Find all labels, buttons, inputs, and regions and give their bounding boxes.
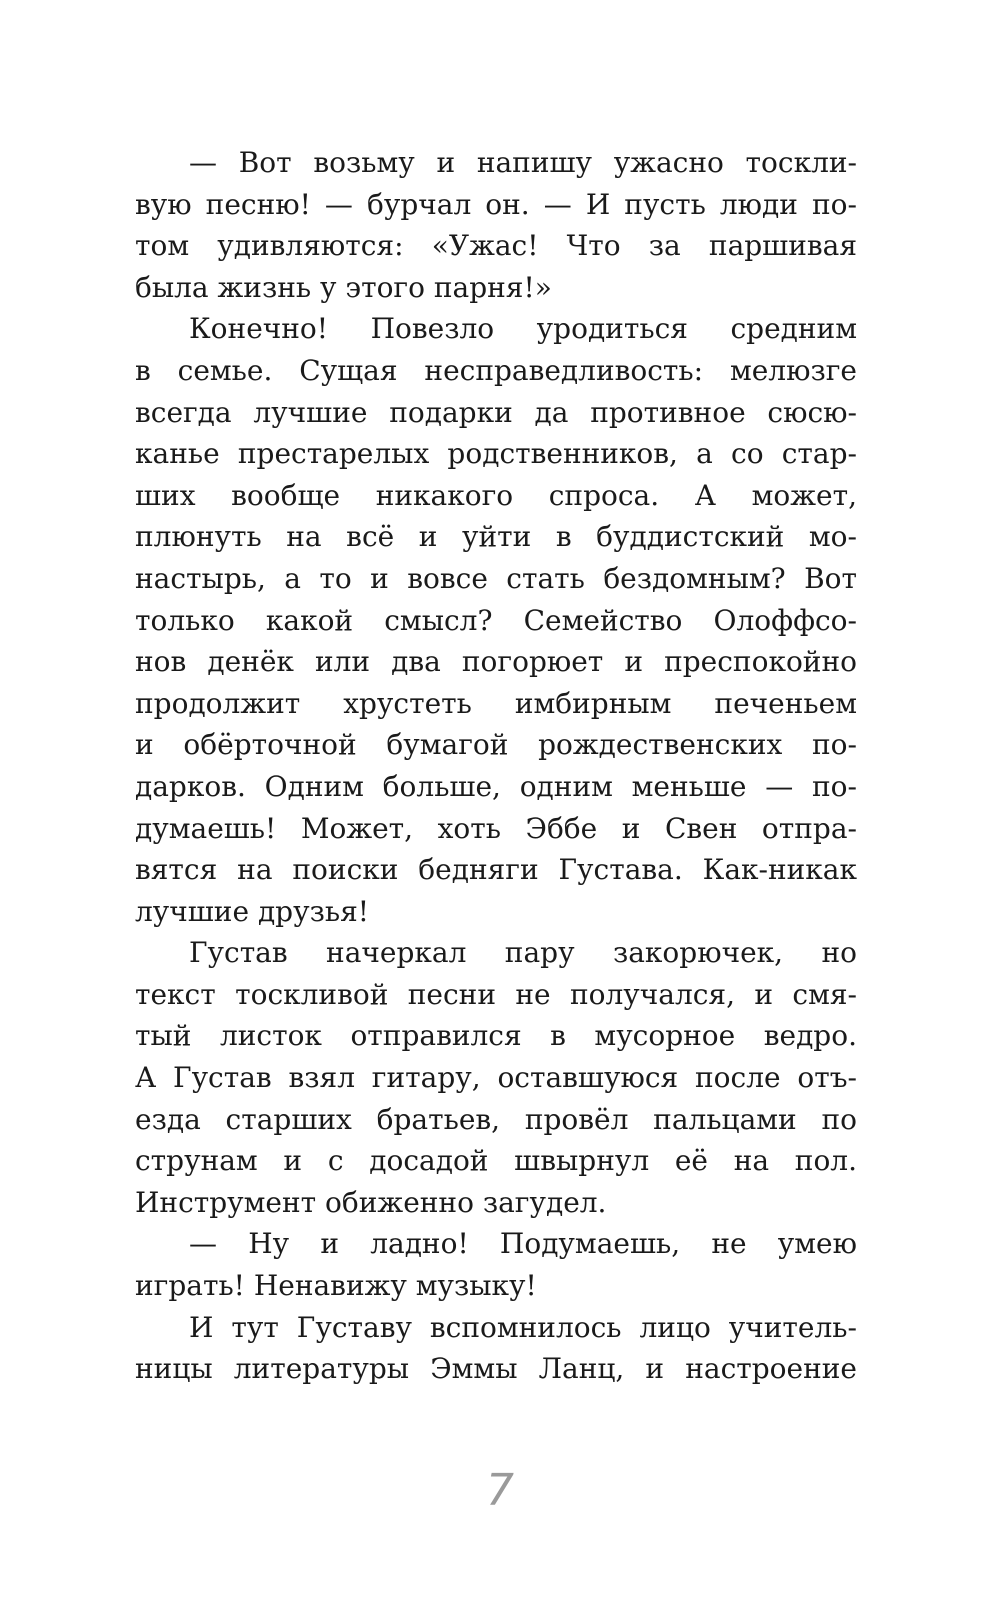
text-line: Густав начеркал пару закорючек, но	[189, 936, 857, 970]
text-line: в семье. Сущая несправедливость: мелюзге	[135, 353, 857, 387]
text-line: ших вообще никакого спроса. А может,	[135, 478, 857, 512]
text-line: том удивляются: «Ужас! Что за паршивая	[135, 229, 857, 263]
text-line: тый листок отправился в мусорное ведро.	[135, 1019, 857, 1053]
text-line: Инструмент обиженно загудел.	[135, 1185, 607, 1219]
text-line: только какой смысл? Семейство Олоффсо-	[135, 603, 857, 637]
text-line: И тут Густаву вспомнилось лицо учитель-	[189, 1310, 857, 1344]
text-line: думаешь! Может, хоть Эббе и Свен отпра-	[135, 811, 857, 845]
text-line: ницы литературы Эммы Ланц, и настроение	[135, 1352, 857, 1386]
text-line: А Густав взял гитару, оставшуюся после отъ-	[135, 1061, 857, 1095]
text-line: играть! Ненавижу музыку!	[135, 1269, 537, 1303]
text-line: — Ну и ладно! Подумаешь, не умею	[189, 1227, 857, 1261]
text-line: лучшие друзья!	[135, 894, 370, 928]
text-line: была жизнь у этого парня!»	[135, 270, 552, 304]
text-line: настырь, а то и вовсе стать бездомным? Вот	[135, 561, 857, 595]
text-line: Конечно! Повезло уродиться средним	[189, 312, 857, 346]
text-line: плюнуть на всё и уйти в буддистский мо-	[135, 520, 857, 554]
text-line: дарков. Одним больше, одним меньше — по-	[135, 769, 857, 803]
text-line: всегда лучшие подарки да противное сюсю-	[135, 395, 857, 429]
text-line: вую песню! — бурчал он. — И пусть люди по-	[135, 187, 857, 221]
text-line: — Вот возьму и напишу ужасно тоскли-	[189, 146, 857, 179]
text-line: и обёрточной бумагой рождественских по-	[135, 728, 857, 762]
text-line: продолжит хрустеть имбирным печеньем	[135, 686, 857, 720]
page-number: 7	[486, 1465, 514, 1516]
body-text	[135, 142, 857, 1390]
text-line: текст тоскливой песни не получался, и смя-	[135, 977, 857, 1011]
text-line: струнам и с досадой швырнул её на пол.	[135, 1144, 857, 1178]
text-line: нов денёк или два погорюет и преспокойно	[135, 645, 857, 679]
text-line: канье престарелых родственников, а со стар-	[135, 437, 857, 471]
text-line: езда старших братьев, провёл пальцами по	[135, 1102, 857, 1136]
text-line: вятся на поиски бедняги Густава. Как-никак	[135, 853, 857, 887]
